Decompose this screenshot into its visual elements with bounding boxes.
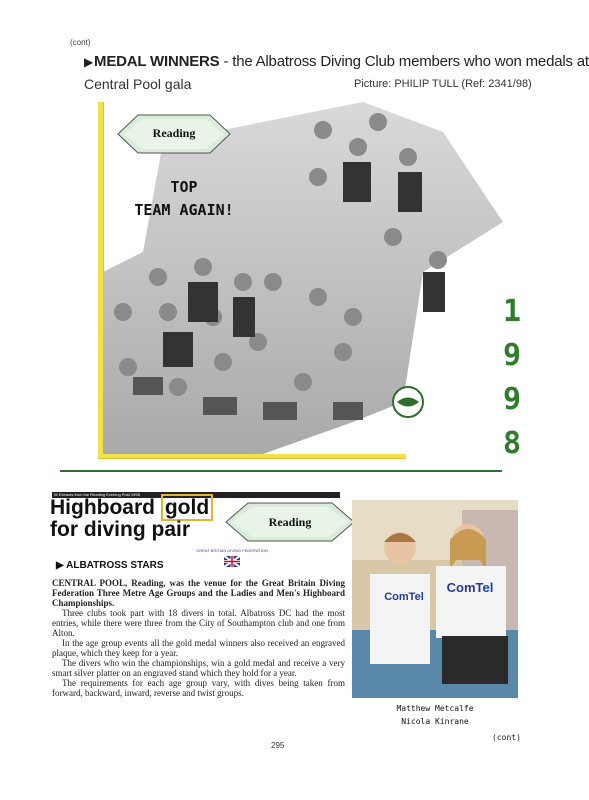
albatross-stars-label bbox=[56, 560, 164, 571]
article-paragraph: CENTRAL POOL, Reading, was the venue for the Great Britain Diving Federation Three Metre Age Groups and the Ladies and Men's Highboard Championships. bbox=[52, 578, 345, 608]
triangle-icon: ▶ bbox=[56, 560, 64, 571]
top-team-line1: TOP bbox=[170, 178, 198, 196]
article-paragraph: In the age group events all the gold medal winners also received an engraved plaque, which they keep for a year. bbox=[52, 638, 345, 658]
photo-credit: Picture: PHILIP TULL (Ref: 2341/98) bbox=[354, 78, 532, 90]
article-paragraph: Three clubs took part with 18 divers in total. Albatross DC had the most entries, while there were three from the City of Southampton club and one from Alton. bbox=[52, 608, 345, 638]
headline-line-diving-pair: for diving pair bbox=[50, 518, 191, 541]
triangle-icon: ▶ bbox=[84, 55, 94, 69]
top-team-line2: TEAM AGAIN! bbox=[134, 201, 234, 219]
photo-headline bbox=[84, 53, 589, 70]
portrait-caption-1: Matthew Metcalfe bbox=[396, 704, 474, 713]
top-team-caption bbox=[104, 176, 264, 222]
year-digit-1: 1 bbox=[502, 294, 522, 329]
section-divider bbox=[60, 470, 502, 472]
year-digit-2: 9 bbox=[502, 338, 522, 373]
article-source-banner: W Extracts from the Reading Evening Post 1998 bbox=[52, 492, 340, 498]
reading-badge-bottom-label-wrap bbox=[226, 515, 354, 530]
cont-label-bottom: (cont) bbox=[492, 733, 521, 742]
headline-word-gold: gold bbox=[161, 494, 213, 521]
headline-line2: Central Pool gala bbox=[84, 76, 192, 92]
stars-label-text: ALBATROSS STARS bbox=[66, 560, 164, 571]
article-paragraph: The requirements for each age group vary, with dives being taken from forward, backward, inward, reverse and twist groups. bbox=[52, 678, 345, 698]
headline-lead: MEDAL WINNERS bbox=[94, 53, 220, 70]
article-headline bbox=[50, 497, 213, 541]
reading-badge-bottom-label: Reading bbox=[268, 515, 312, 529]
headline-word-highboard: Highboard bbox=[50, 496, 155, 519]
cont-label-top: (cont) bbox=[70, 38, 91, 47]
reading-badge-top-label-wrap bbox=[118, 126, 230, 141]
shirt-text-right: ComTel bbox=[446, 580, 494, 595]
page-number: 295 bbox=[271, 741, 285, 750]
gb-logo-text: GREAT BRITAIN DIVING FEDERATION bbox=[196, 548, 268, 553]
divers-portrait-photo bbox=[352, 500, 518, 698]
year-digit-3: 9 bbox=[502, 382, 522, 417]
gb-diving-federation-logo bbox=[196, 546, 268, 578]
reading-badge-top-label: Reading bbox=[152, 126, 196, 140]
portrait-caption-2: Nicola Kinrane bbox=[401, 717, 469, 726]
article-paragraph: The divers who win the championships, win a gold medal and receive a very smart silver platter on an engraved stand which they hold for a year. bbox=[52, 658, 345, 678]
article-body bbox=[52, 578, 345, 698]
headline-rest: - the Albatross Diving Club members who won medals at bbox=[219, 53, 589, 70]
shirt-text-left: ComTel bbox=[384, 591, 424, 603]
photo-frame-bottom bbox=[98, 454, 406, 459]
year-digit-4: 8 bbox=[502, 426, 522, 461]
